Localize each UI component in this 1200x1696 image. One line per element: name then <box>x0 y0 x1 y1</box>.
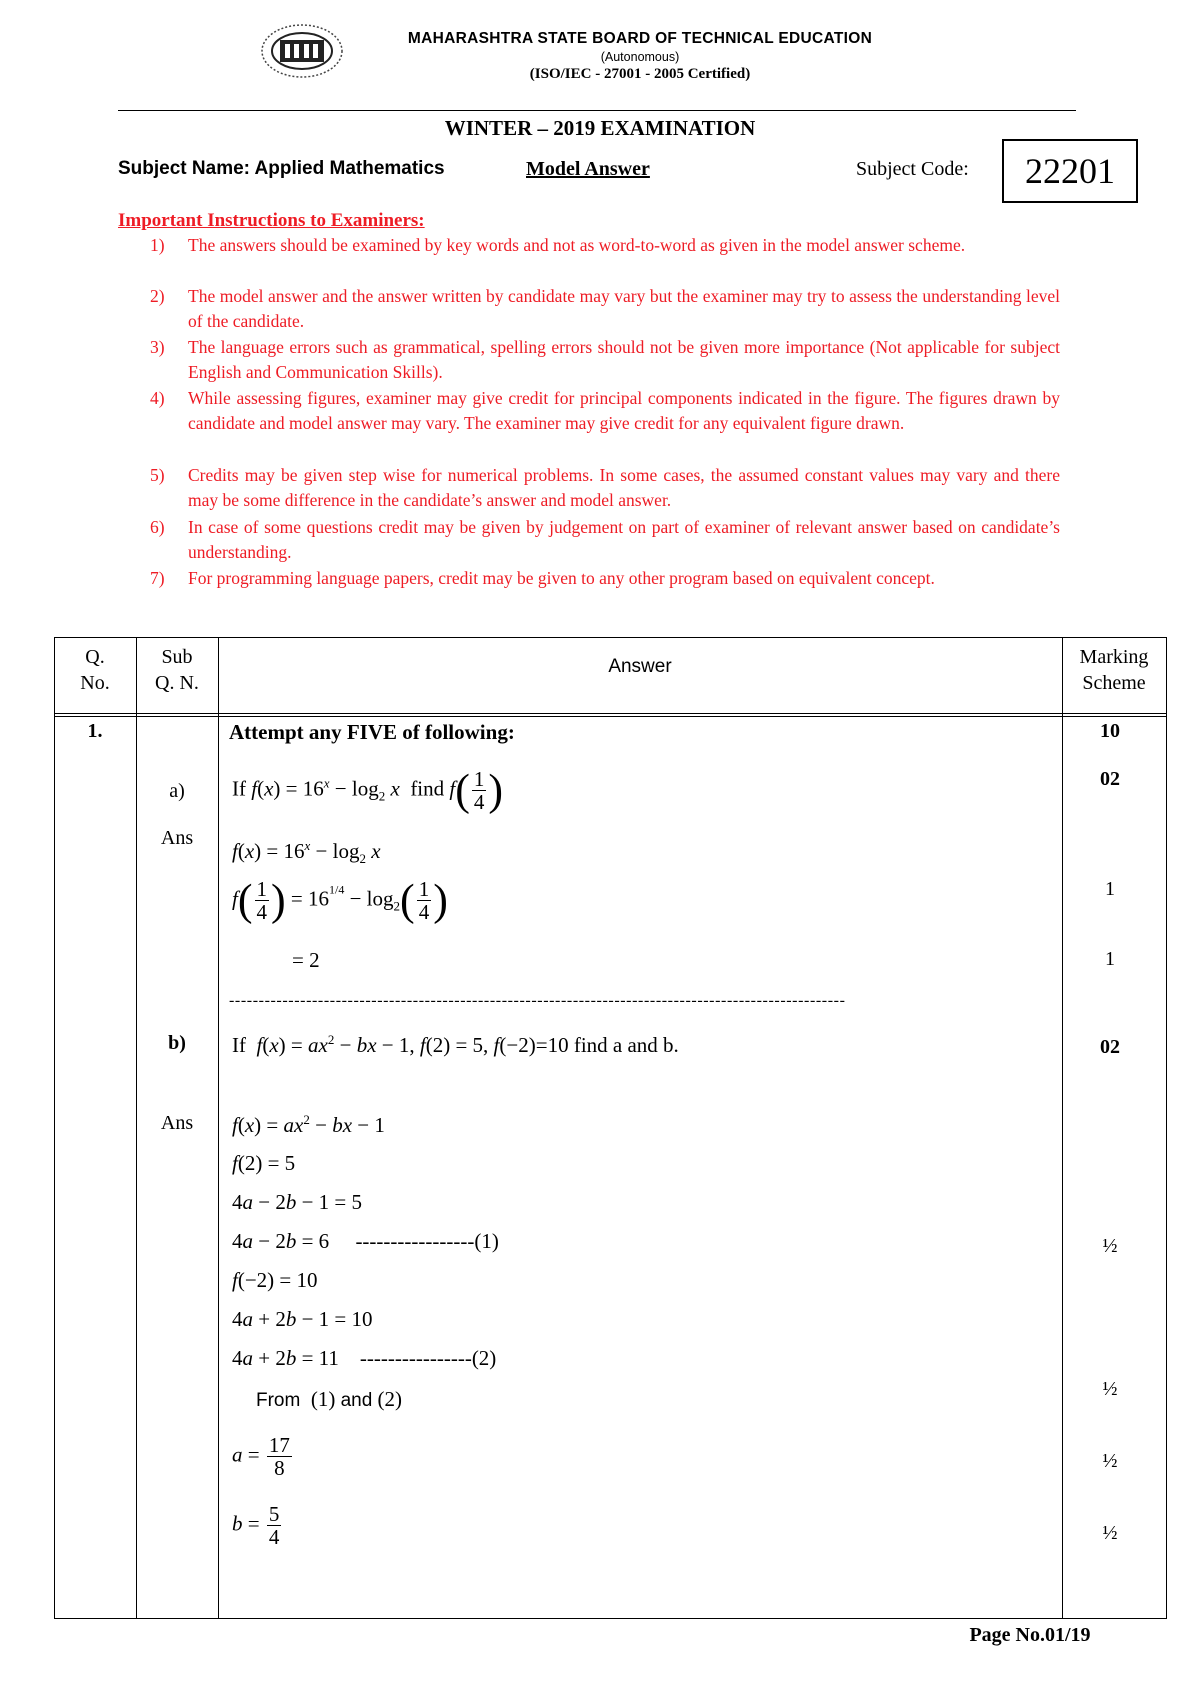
msbte-logo <box>258 20 346 82</box>
header-marking-line1: Marking <box>1079 646 1149 668</box>
subject-name <box>118 158 445 180</box>
subject-code-box <box>1002 139 1138 203</box>
subq-b-from: From (1) and (2) <box>256 1387 403 1411</box>
question-number: 1. <box>87 720 103 742</box>
instruction-number: 1) <box>150 235 165 255</box>
subq-b-label: b) <box>168 1032 186 1054</box>
separator-line: -------------------------------------------------------------------------------------------------------- <box>229 992 846 1009</box>
page-number: Page No.01/19 <box>969 1624 1091 1646</box>
instruction-text: Credits may be given step wise for numerical problems. In some cases, the assumed constant values may vary and there may be some difference in the candidate’s answer and model answer. <box>188 465 1060 510</box>
subq-b-ans-label: Ans <box>160 1112 194 1134</box>
subq-b-marks: 02 <box>1100 1036 1120 1058</box>
subq-b-step-mark: ½ <box>1102 1522 1118 1544</box>
instruction-number: 4) <box>150 388 165 408</box>
subject-code-label: Subject Code: <box>856 158 969 180</box>
instructions-heading: Important Instructions to Examiners: <box>118 210 425 231</box>
subq-a-ans-label: Ans <box>160 827 194 849</box>
and-text: and <box>340 1390 373 1411</box>
exam-title: WINTER – 2019 EXAMINATION <box>444 116 756 140</box>
subq-b-step: 4a + 2b − 1 = 10 <box>232 1307 373 1331</box>
header-answer: Answer <box>608 656 672 677</box>
instruction-text: The language errors such as grammatical, spelling errors should not be given more importance (Not applicable for subject English and Communication Skills). <box>188 337 1060 382</box>
header-subq-line2: Q. N. <box>155 672 199 694</box>
table-header-border <box>54 716 1166 717</box>
subq-a-step-mark: 1 <box>1105 878 1115 900</box>
subq-a-label: a) <box>169 780 185 802</box>
subq-b-question-tail: find a and b. <box>573 1033 679 1057</box>
instruction-number: 5) <box>150 465 165 485</box>
header-subq <box>136 644 218 696</box>
instruction-number: 2) <box>150 286 165 306</box>
subject-code-value: 22201 <box>1025 151 1115 191</box>
table-col-border <box>1062 637 1063 1619</box>
question-instruction: Attempt any FIVE of following: <box>229 720 515 744</box>
certified-label: (ISO/IEC - 27001 - 2005 Certified) <box>529 66 751 82</box>
header-qno-line2: No. <box>80 672 110 694</box>
total-marks: 10 <box>1100 720 1120 742</box>
subq-b-step: 4a − 2b = 6 -----------------(1) <box>232 1229 499 1253</box>
table-header-border <box>54 713 1166 714</box>
instruction-number: 3) <box>150 337 165 357</box>
subq-b-result-b: b = $\frac{5}{4}$ <box>232 1502 280 1550</box>
instruction-text: For programming language papers, credit may be given to any other program based on equivalent concept. <box>188 568 935 588</box>
from-text: From <box>256 1390 301 1411</box>
subq-b-step: $f(x) = ax^2$ − bx − 1 <box>232 1112 385 1137</box>
instruction-text: The answers should be examined by key words and not as word-to-word as given in the model answer scheme. <box>188 235 966 255</box>
table-col-border <box>1166 637 1167 1619</box>
instruction-item <box>150 335 1060 385</box>
instruction-item <box>150 515 1060 565</box>
instruction-item <box>150 386 1060 462</box>
instruction-item <box>150 566 1060 616</box>
subq-b-step-mark: ½ <box>1102 1378 1118 1400</box>
subq-b-question: If $f(x) = ax^2$ − bx − 1, f(2) = 5, f(−2)=10 find a and b. <box>232 1032 679 1057</box>
table-bottom-border <box>54 1618 1166 1619</box>
subq-b-result-a: a = $\frac{17}{8}$ <box>232 1433 290 1481</box>
subq-a-step2: f( $\frac{1}{4}$ ) = $16^{1/4} - \log_2$( $\frac{1}{4}$ ) <box>232 875 448 925</box>
subq-b-step: f(2) = 5 <box>232 1151 296 1175</box>
equation-ref-1: -----------------(1) <box>355 1229 499 1253</box>
header-subq-line1: Sub <box>161 646 193 668</box>
instruction-item <box>150 233 1060 283</box>
instruction-text: The model answer and the answer written by candidate may vary but the examiner may try to assess the understanding level of the candidate. <box>188 286 1060 331</box>
subq-b-step: 4a − 2b − 1 = 5 <box>232 1190 363 1214</box>
instruction-item <box>150 463 1060 513</box>
subq-a-result: = 2 <box>292 948 320 972</box>
table-top-border <box>54 637 1166 638</box>
subq-a-step-mark: 1 <box>1105 948 1115 970</box>
header-marking-line2: Scheme <box>1082 672 1146 694</box>
table-col-border <box>54 637 55 1619</box>
autonomous-label: (Autonomous) <box>600 50 680 64</box>
header-rule <box>118 110 1076 111</box>
instruction-number: 6) <box>150 517 165 537</box>
subq-b-step-mark: ½ <box>1102 1235 1118 1257</box>
subq-b-step: f(−2) = 10 <box>232 1268 318 1292</box>
equation-ref-2: ----------------(2) <box>359 1346 497 1370</box>
instruction-item <box>150 284 1060 334</box>
header-marking <box>1062 644 1166 696</box>
subq-a-step1: $f(x) = 16^x - \log_2 x$ <box>232 838 381 867</box>
subq-a-question: If $f(x) = 16^x - \log_2 x$ find f( $\frac{1}{4}$ ) <box>232 765 504 815</box>
table-col-border <box>218 637 219 1619</box>
instruction-number: 7) <box>150 568 165 588</box>
board-name: MAHARASHTRA STATE BOARD OF TECHNICAL EDUCATION <box>407 30 873 47</box>
subq-a-marks: 02 <box>1100 768 1120 790</box>
header-qno-line1: Q. <box>85 646 105 668</box>
subq-b-step: 4a + 2b = 11 ----------------(2) <box>232 1346 497 1370</box>
subject-name-label: Subject Name: Applied Mathematics <box>118 158 445 179</box>
subq-b-step-mark: ½ <box>1102 1450 1118 1472</box>
model-answer-label: Model Answer <box>526 158 650 180</box>
instruction-text: While assessing figures, examiner may give credit for principal components indicated in the figure. The figures drawn by candidate and model answer may vary. The examiner may give credit for any equivalent figure drawn. <box>188 388 1060 433</box>
instruction-text: In case of some questions credit may be given by judgement on part of examiner of relevant answer based on candidate’s understanding. <box>188 517 1060 562</box>
header-qno <box>54 644 136 696</box>
